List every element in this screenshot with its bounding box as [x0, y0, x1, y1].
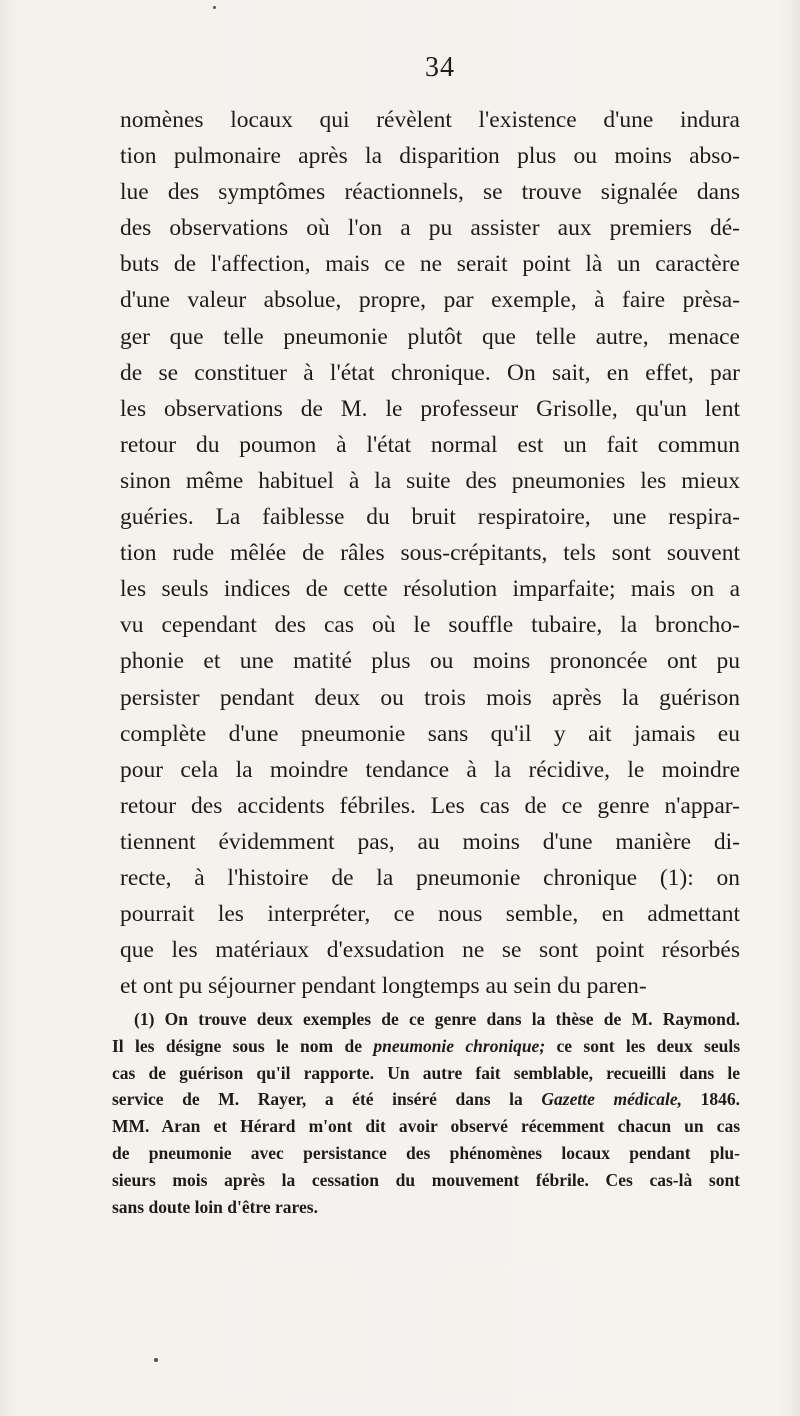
text-line: les seuls indices de cette résolution imparfaite; mais on a: [120, 576, 740, 603]
footnote-line: sieurs mois après la cessation du mouvement fébrile. Ces cas-là sont: [112, 1169, 740, 1190]
body-text: [120, 102, 740, 1004]
footnote-text: service de M. Rayer, a été inséré dans la: [112, 1089, 542, 1110]
text-line: tiennent évidemment pas, au moins d'une manière di-: [120, 828, 740, 855]
footnote-italic-text: Gazette médicale,: [541, 1089, 682, 1110]
text-line: de se constituer à l'état chronique. On sait, en effet, par: [120, 359, 740, 386]
text-line: recte, à l'histoire de la pneumonie chronique (1): on: [120, 864, 740, 891]
text-line: phonie et une matité plus ou moins prononcée ont pu: [120, 648, 740, 675]
text-line: nomènes locaux qui révèlent l'existence d'une indura: [120, 107, 740, 133]
footnote: [112, 1006, 740, 1220]
page-number: 34: [425, 52, 455, 83]
text-line: pourrait les interpréter, ce nous semble, en admettant: [120, 901, 740, 928]
footnote-line: [112, 1033, 740, 1060]
text-line: que les matériaux d'exsudation ne se sont point résorbés: [120, 937, 740, 964]
footnote-line: de pneumonie avec persistance des phénomènes locaux pendant plu-: [112, 1142, 740, 1163]
footnote-text: Il les désigne sous le nom de: [112, 1035, 374, 1056]
text-line: pour cela la moindre tendance à la récidive, le moindre: [120, 756, 740, 783]
text-line: tion rude mêlée de râles sous-crépitants, tels sont souvent: [120, 540, 740, 567]
footnote-line: sans doute loin d'être rares.: [112, 1196, 318, 1217]
ink-speck: [213, 6, 216, 9]
text-line: les observations de M. le professeur Grisolle, qu'un lent: [120, 395, 740, 422]
text-line: des observations où l'on a pu assister aux premiers dé-: [120, 215, 740, 242]
footnote-text: ce sont les deux seuls: [545, 1035, 741, 1056]
text-line: retour des accidents fébriles. Les cas de ce genre n'appar-: [120, 792, 740, 819]
footnote-line: [112, 1086, 740, 1113]
footnote-line: cas de guérison qu'il rapporte. Un autre fait semblable, recueilli dans le: [112, 1062, 740, 1083]
text-line: lue des symptômes réactionnels, se trouve signalée dans: [120, 179, 740, 206]
footnote-line: MM. Aran et Hérard m'ont dit avoir observé récemment chacun un cas: [112, 1116, 740, 1137]
text-line: persister pendant deux ou trois mois après la guérison: [120, 684, 740, 711]
ink-speck: [154, 1358, 158, 1362]
footnote-text: 1846.: [681, 1089, 740, 1110]
footnote-line: (1) On trouve deux exemples de ce genre dans la thèse de M. Raymond.: [134, 1009, 740, 1029]
text-line: buts de l'affection, mais ce ne serait point là un caractère: [120, 251, 740, 278]
text-line: vu cependant des cas où le souffle tubaire, la broncho-: [120, 612, 740, 639]
text-line: guéries. La faiblesse du bruit respiratoire, une respira-: [120, 504, 740, 531]
text-line: retour du poumon à l'état normal est un fait commun: [120, 431, 740, 458]
footnote-italic-text: pneumonie chronique;: [373, 1035, 546, 1056]
text-line: et ont pu séjourner pendant longtemps au sein du paren-: [120, 973, 647, 1000]
text-line: ger que telle pneumonie plutôt que telle autre, menace: [120, 323, 740, 350]
text-line: d'une valeur absolue, propre, par exemple, à faire prèsa-: [120, 287, 740, 314]
text-line: tion pulmonaire après la disparition plus ou moins abso-: [120, 143, 740, 170]
text-line: complète d'une pneumonie sans qu'il y ait jamais eu: [120, 720, 740, 747]
text-line: sinon même habituel à la suite des pneumonies les mieux: [120, 467, 740, 494]
